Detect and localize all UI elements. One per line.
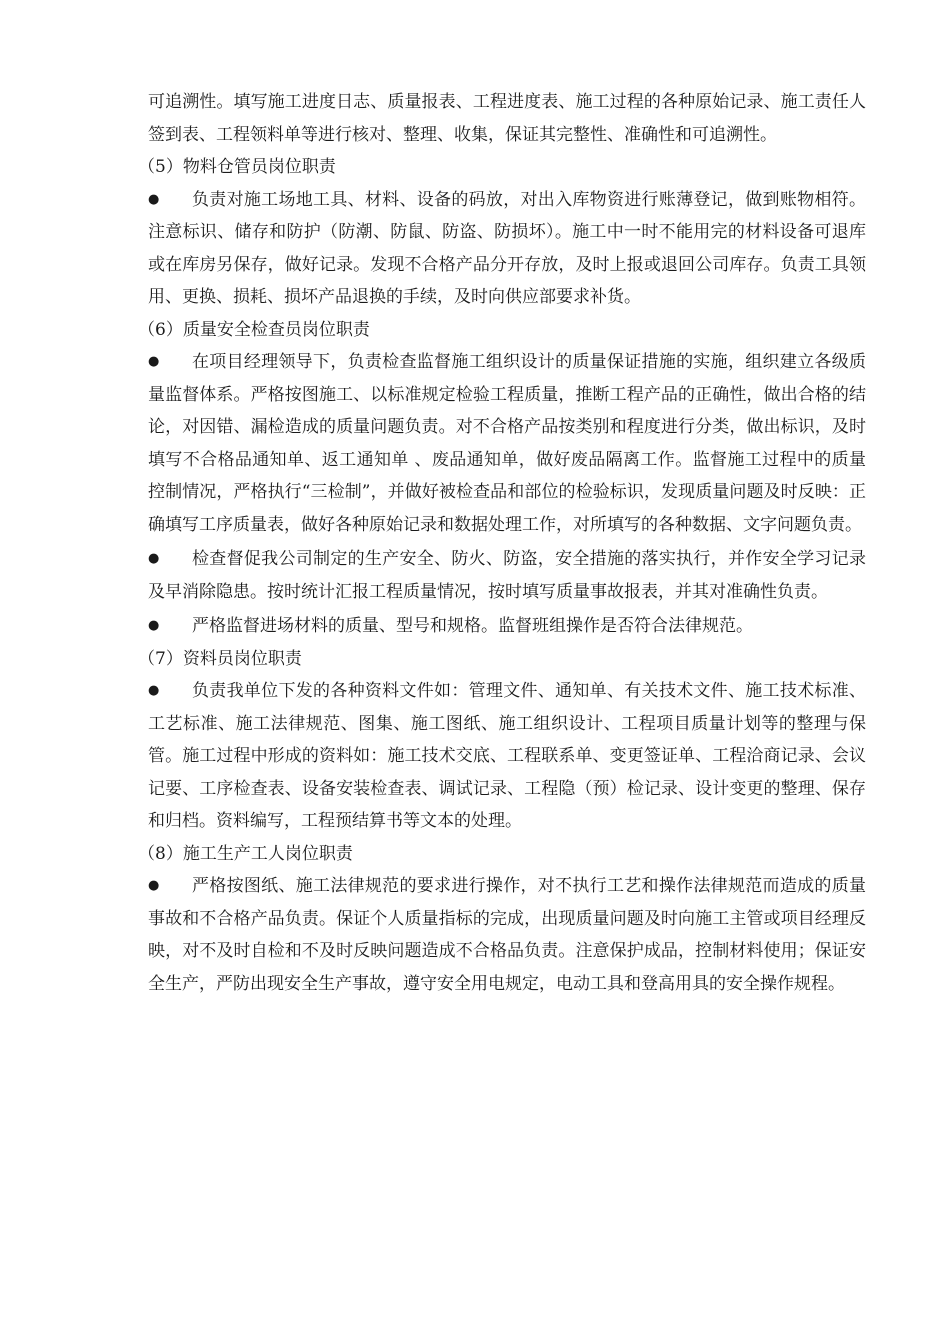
bullet-icon: ● xyxy=(148,878,160,893)
bullet-item xyxy=(138,870,866,1000)
bullet-icon: ● xyxy=(148,191,160,207)
section-heading-5: （5）物料仓管员岗位职责 xyxy=(138,157,336,177)
intro-paragraph: 可追溯性。填写施工进度日志、质量报表、工程进度表、施工过程的各种原始记录、施工责任人签到表、工程领料单等进行核对、整理、收集，保证其完整性、准确性和可追溯性。 xyxy=(148,92,866,145)
bullet-text: 在项目经理领导下，负责检查监督施工组织设计的质量保证措施的实施，组织建立各级质量监督体系。严格按图施工、以标准规定检验工程质量，推断工程产品的正确性，做出合格的结论，对因错、漏检造成的质量问题负责。对不合格产品按类别和程度进行分类，做出标识，及时填写不合格品通知单、返工通知单 、废品通知单，做好废品隔离工作。监督施工过程中的质量控制情况，严格执行“三检制”，并做好被检查品和部位的检验标识，发现质量问题及时反映：正确填写工序质量表，做好各种原始记录和数据处理工作，对所填写的各种数据、文字问题负责。 xyxy=(148,352,866,535)
bullet-text: 严格监督进场材料的质量、型号和规格。监督班组操作是否符合法律规范。 xyxy=(192,616,753,636)
bullet-item xyxy=(138,675,866,838)
bullet-item xyxy=(138,184,866,314)
bullet-text: 检查督促我公司制定的生产安全、防火、防盗，安全措施的落实执行，并作安全学习记录及早消除隐患。按时统计汇报工程质量情况，按时填写质量事故报表，并其对准确性负责。 xyxy=(148,549,866,602)
bullet-text: 负责我单位下发的各种资料文件如：管理文件、通知单、有关技术文件、施工技术标准、工艺标准、施工法律规范、图集、施工图纸、施工组织设计、工程项目质量计划等的整理与保管。施工过程中形成的资料如：施工技术交底、工程联系单、变更签证单、工程洽商记录、会议记要、工序检查表、设备安装检查表、调试记录、工程隐（预）检记录、设计变更的整理、保存和归档。资料编写，工程预结算书等文本的处理。 xyxy=(148,681,866,831)
bullet-icon: ● xyxy=(148,683,160,698)
bullet-icon: ● xyxy=(148,618,160,633)
section-heading-6: （6）质量安全检查员岗位职责 xyxy=(138,319,370,340)
section-heading-8: （8）施工生产工人岗位职责 xyxy=(138,843,353,864)
bullet-item xyxy=(138,610,866,643)
bullet-text: 严格按图纸、施工法律规范的要求进行操作，对不执行工艺和操作法律规范而造成的质量事故和不合格产品负责。保证个人质量指标的完成，出现质量问题及时向施工主管或项目经理反映，对不及时自检和不及时反映问题造成不合格品负责。注意保护成品，控制材料使用；保证安全生产，严防出现安全生产事故，遵守安全用电规定，电动工具和登高用具的安全操作规程。 xyxy=(148,876,866,994)
bullet-item xyxy=(138,346,866,541)
bullet-icon: ● xyxy=(148,354,160,369)
bullet-icon: ● xyxy=(148,551,160,566)
bullet-item xyxy=(138,543,866,608)
section-heading-7: （7）资料员岗位职责 xyxy=(138,648,302,669)
bullet-text: 负责对施工场地工具、材料、设备的码放，对出入库物资进行账薄登记，做到账物相符。注意标识、储存和防护（防潮、防鼠、防盗、防损坏）。施工中一时不能用完的材料设备可退库或在库房另保存，做好记录。发现不合格产品分开存放，及时上报或退回公司库存。负责工具领用、更换、损耗、损坏产品退换的手续，及时向供应部要求补货。 xyxy=(148,189,866,307)
document-body xyxy=(138,86,866,1000)
